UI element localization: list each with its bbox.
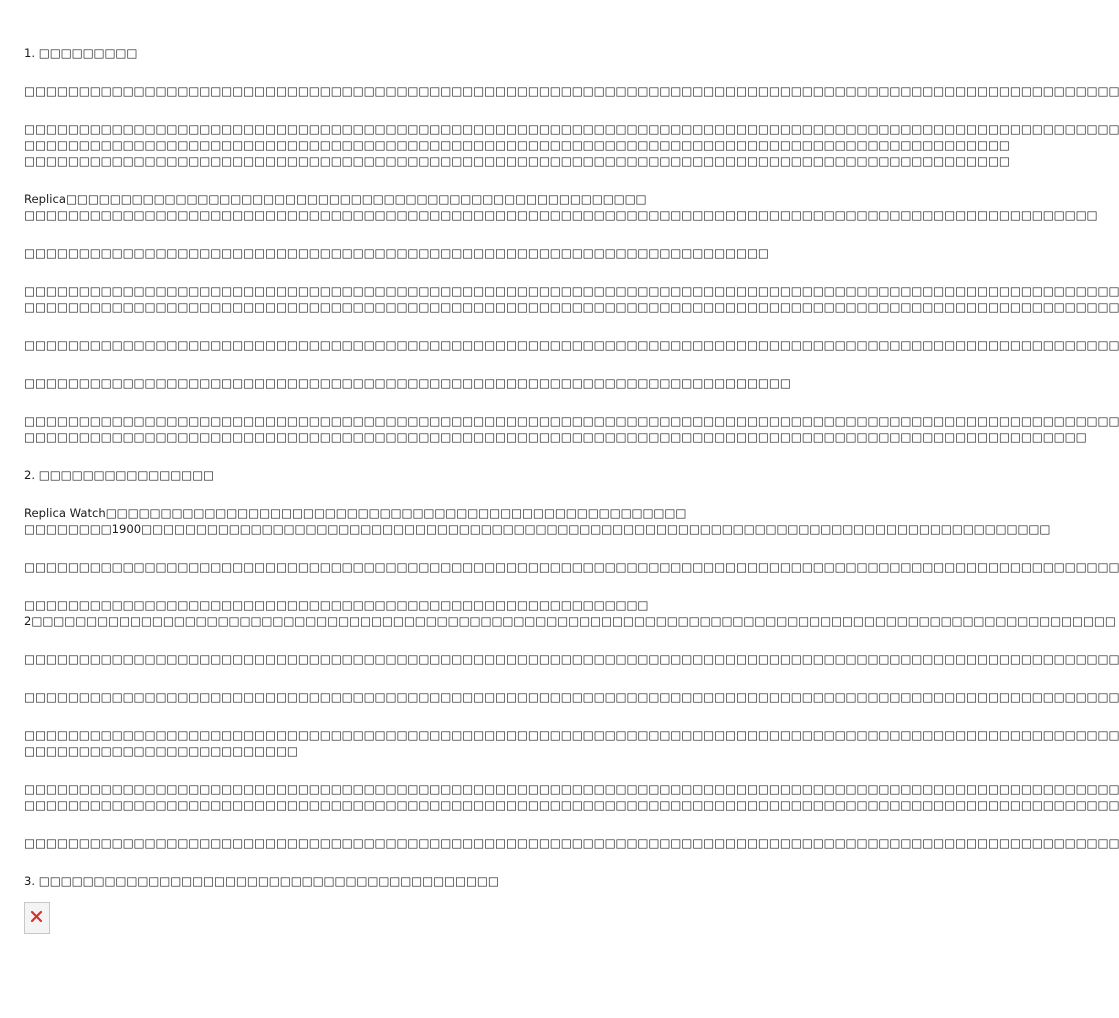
spacer	[24, 537, 696, 559]
s1-p5-line2: □□□□□□□□□□□□□□□□□□□□□□□□□□□□□□□□□□□□□□□□□□□□□□□□□□□□□□□□□□□□□□□□□□□□□□□□□□□□□□□□□□□□□□□□□□□□□□□□□□□□	[24, 300, 1119, 314]
s2-p7-line1: □□□□□□□□□□□□□□□□□□□□□□□□□□□□□□□□□□□□□□□□□□□□□□□□□□□□□□□□□□□□□□□□□□□□□□□□□□□□□□□□□□□□□□□□□□□□□□□□□□□□	[24, 782, 1119, 796]
s2-p1-line1: Replica Watch□□□□□□□□□□□□□□□□□□□□□□□□□□□□□□□□□□□□□□□□□□□□□□□□□□□□□	[24, 506, 687, 520]
s2-p7-line2: □□□□□□□□□□□□□□□□□□□□□□□□□□□□□□□□□□□□□□□□□□□□□□□□□□□□□□□□□□□□□□□□□□□□□□□□□□□□□□□□□□□□□□□□□□□□□□□□□□□□	[24, 798, 1119, 812]
s2-p8-line1: □□□□□□□□□□□□□□□□□□□□□□□□□□□□□□□□□□□□□□□□□□□□□□□□□□□□□□□□□□□□□□□□□□□□□□□□□□□□□□□□□□□□□□□□□□□□□□□□□□□□	[24, 836, 1119, 850]
s2-p6-line2: □□□□□□□□□□□□□□□□□□□□□□□□□	[24, 744, 298, 758]
broken-image-icon	[30, 910, 43, 923]
s1-p7-line1: □□□□□□□□□□□□□□□□□□□□□□□□□□□□□□□□□□□□□□□□□□□□□□□□□□□□□□□□□□□□□□□□□□□□□□	[24, 376, 791, 390]
spacer	[24, 483, 696, 505]
spacer	[24, 667, 696, 689]
s1-p8-line1: □□□□□□□□□□□□□□□□□□□□□□□□□□□□□□□□□□□□□□□□□□□□□□□□□□□□□□□□□□□□□□□□□□□□□□□□□□□□□□□□□□□□□□□□□□□□□□□□□□□□	[24, 414, 1119, 428]
s1-p5-line1: □□□□□□□□□□□□□□□□□□□□□□□□□□□□□□□□□□□□□□□□□□□□□□□□□□□□□□□□□□□□□□□□□□□□□□□□□□□□□□□□□□□□□□□□□□□□□□□□□□□□	[24, 284, 1119, 298]
s1-p6-line1: □□□□□□□□□□□□□□□□□□□□□□□□□□□□□□□□□□□□□□□□□□□□□□□□□□□□□□□□□□□□□□□□□□□□□□□□□□□□□□□□□□□□□□□□□□□□□□□□□□□□	[24, 338, 1119, 352]
spacer	[24, 851, 696, 873]
spacer	[24, 261, 696, 283]
s2-p3-line1: □□□□□□□□□□□□□□□□□□□□□□□□□□□□□□□□□□□□□□□□□□□□□□□□□□□□□□□□□	[24, 598, 649, 612]
s1-p2-line2: □□□□□□□□□□□□□□□□□□□□□□□□□□□□□□□□□□□□□□□□□□□□□□□□□□□□□□□□□□□□□□□□□□□□□□□□□□□□□□□□□□□□□□□□□□	[24, 138, 1010, 152]
s2-p4-line1: □□□□□□□□□□□□□□□□□□□□□□□□□□□□□□□□□□□□□□□□□□□□□□□□□□□□□□□□□□□□□□□□□□□□□□□□□□□□□□□□□□□□□□□□□□□□□□□□□□□□	[24, 652, 1119, 666]
s1-p3-line2: □□□□□□□□□□□□□□□□□□□□□□□□□□□□□□□□□□□□□□□□□□□□□□□□□□□□□□□□□□□□□□□□□□□□□□□□□□□□□□□□□□□□□□□□□□□□□□□□□□	[24, 208, 1098, 222]
s2-p2-line1: □□□□□□□□□□□□□□□□□□□□□□□□□□□□□□□□□□□□□□□□□□□□□□□□□□□□□□□□□□□□□□□□□□□□□□□□□□□□□□□□□□□□□□□□□□□□□□□□□□□□	[24, 560, 1119, 574]
s2-p3-line2: 2□□□□□□□□□□□□□□□□□□□□□□□□□□□□□□□□□□□□□□□□□□□□□□□□□□□□□□□□□□□□□□□□□□□□□□□□□□□□□□□□□□□□□□□□□□□□□□□□□□□	[24, 614, 1116, 628]
s2-p5-line1: □□□□□□□□□□□□□□□□□□□□□□□□□□□□□□□□□□□□□□□□□□□□□□□□□□□□□□□□□□□□□□□□□□□□□□□□□□□□□□□□□□□□□□□□□□□□□□□□□□□□	[24, 690, 1119, 704]
spacer	[24, 223, 696, 245]
section-3-heading: 3. □□□□□□□□□□□□□□□□□□□□□□□□□□□□□□□□□□□□□□□□□□	[24, 874, 499, 888]
s2-p6-line1: □□□□□□□□□□□□□□□□□□□□□□□□□□□□□□□□□□□□□□□□□□□□□□□□□□□□□□□□□□□□□□□□□□□□□□□□□□□□□□□□□□□□□□□□□□□□□□□□□□□□	[24, 728, 1119, 742]
spacer	[24, 99, 696, 121]
s1-p4-line1: □□□□□□□□□□□□□□□□□□□□□□□□□□□□□□□□□□□□□□□□□□□□□□□□□□□□□□□□□□□□□□□□□□□□	[24, 246, 769, 260]
spacer	[24, 169, 696, 191]
spacer	[24, 575, 696, 597]
section-1-heading: 1. □□□□□□□□□	[24, 46, 138, 60]
section-2-heading: 2. □□□□□□□□□□□□□□□□	[24, 468, 215, 482]
s1-p1-line1: □□□□□□□□□□□□□□□□□□□□□□□□□□□□□□□□□□□□□□□□□□□□□□□□□□□□□□□□□□□□□□□□□□□□□□□□□□□□□□□□□□□□□□□□□□□□□□□□□□□□	[24, 84, 1119, 98]
s1-p2-line1: □□□□□□□□□□□□□□□□□□□□□□□□□□□□□□□□□□□□□□□□□□□□□□□□□□□□□□□□□□□□□□□□□□□□□□□□□□□□□□□□□□□□□□□□□□□□□□□□□□□□	[24, 122, 1119, 136]
spacer	[24, 445, 696, 467]
s2-p1-line2: □□□□□□□□1900□□□□□□□□□□□□□□□□□□□□□□□□□□□□□□□□□□□□□□□□□□□□□□□□□□□□□□□□□□□□□□□□□□□□□□□□□□□□□□□□□□□	[24, 522, 1051, 536]
spacer	[24, 353, 696, 375]
s1-p2-line3: □□□□□□□□□□□□□□□□□□□□□□□□□□□□□□□□□□□□□□□□□□□□□□□□□□□□□□□□□□□□□□□□□□□□□□□□□□□□□□□□□□□□□□□□□□	[24, 154, 1010, 168]
spacer	[24, 61, 696, 83]
spacer	[24, 813, 696, 835]
s1-p8-line2: □□□□□□□□□□□□□□□□□□□□□□□□□□□□□□□□□□□□□□□□□□□□□□□□□□□□□□□□□□□□□□□□□□□□□□□□□□□□□□□□□□□□□□□□□□□□□□□□□	[24, 430, 1087, 444]
s1-p3-line1: Replica□□□□□□□□□□□□□□□□□□□□□□□□□□□□□□□□□□□□□□□□□□□□□□□□□□□□□	[24, 192, 647, 206]
spacer	[24, 759, 696, 781]
article-body	[24, 45, 1119, 934]
spacer	[24, 391, 696, 413]
spacer	[24, 629, 696, 651]
spacer	[24, 315, 696, 337]
spacer	[24, 705, 696, 727]
broken-image-placeholder	[24, 902, 50, 934]
